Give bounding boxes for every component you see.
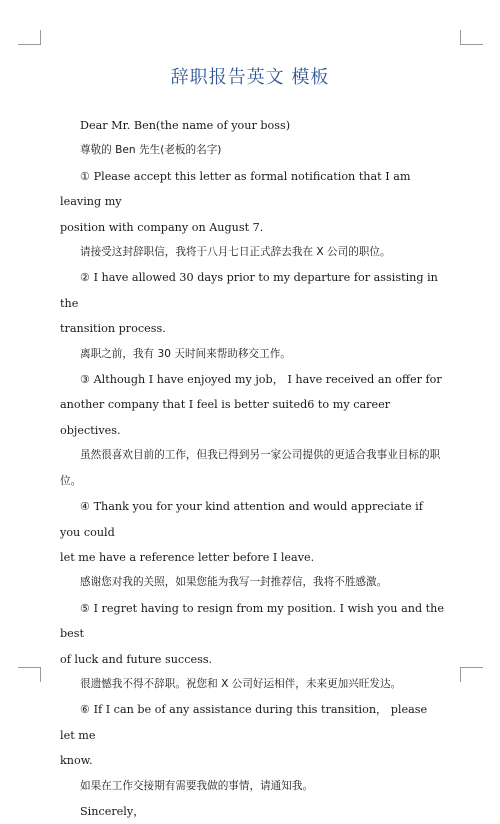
paragraph-4-line-2: let me have a reference letter before I leave. (60, 550, 315, 564)
closing: Sincerely， (80, 804, 145, 818)
paragraph-3-line-1: ③ Although I have enjoyed my job， I have received an offer for (80, 373, 442, 387)
page-title: 辞职报告英文 模板 (170, 67, 330, 88)
crop-mark-bottom-right (460, 667, 483, 682)
paragraph-5-chinese: 很遗憾我不得不辞职。祝您和 X 公司好运相伴，未来更加兴旺发达。 (80, 677, 402, 690)
crop-mark-top-left (18, 30, 41, 45)
paragraph-2-chinese: 离职之前，我有 30 天时间来帮助移交工作。 (80, 347, 291, 360)
paragraph-6-chinese: 如果在工作交接期有需要我做的事情，请通知我。 (80, 779, 314, 792)
paragraph-6-line-1: ⑥ If I can be of any assistance during this transition， please let me (60, 703, 428, 742)
paragraph-5-line-2: of luck and future success. (60, 652, 213, 666)
paragraph-2-line-1: ② I have allowed 30 days prior to my departure for assisting in the (60, 271, 438, 310)
paragraph-2-line-2: transition process. (60, 322, 166, 336)
paragraph-1-line-2: position with company on August 7. (60, 220, 264, 234)
paragraph-6-line-2: know. (60, 754, 93, 768)
paragraph-3-line-2: another company that I feel is better suited6 to my career objectives. (60, 398, 391, 437)
crop-mark-top-right (460, 30, 483, 45)
paragraph-1-chinese: 请接受这封辞职信，我将于八月七日正式辞去我在 X 公司的职位。 (80, 246, 391, 259)
letter-body (60, 113, 445, 824)
salutation: Dear Mr. Ben(the name of your boss) (80, 119, 291, 132)
paragraph-4-line-1: ④ Thank you for your kind attention and would appreciate if you could (60, 500, 423, 539)
paragraph-3-chinese: 虽然很喜欢目前的工作，但我已得到另一家公司提供的更适合我事业目标的职位。 (60, 449, 441, 487)
paragraph-1-line-1: ① Please accept this letter as formal notification that I am leaving my (60, 169, 411, 209)
crop-mark-bottom-left (18, 667, 41, 682)
paragraph-4-chinese: 感谢您对我的关照，如果您能为我写一封推荐信，我将不胜感激。 (80, 576, 388, 589)
paragraph-5-line-1: ⑤ I regret having to resign from my position. I wish you and the best (60, 601, 444, 641)
salutation-chinese: 尊敬的 Ben 先生(老板的名字) (80, 144, 222, 157)
